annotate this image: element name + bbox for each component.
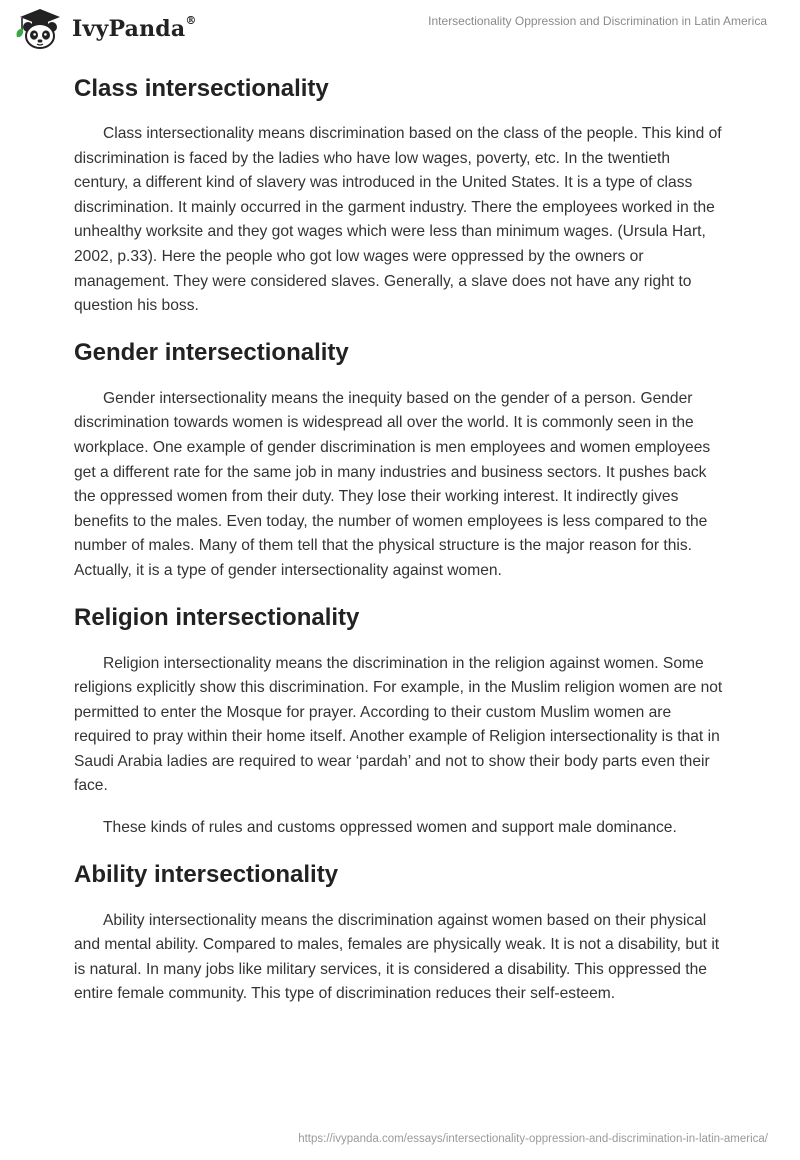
panda-graduate-icon (14, 7, 66, 51)
section-heading: Religion intersectionality (74, 603, 360, 631)
section-paragraph: Religion intersectionality means the discrimination in the religion against women. Some religions explicitly show this discrimination. For example, in the Muslim religion women are not permitted to enter the Mosque for prayer. According to their custom Muslim women are required to pray within their home itself. Another example of Religion intersectionality is that in Saudi Arabia ladies are required to wear ‘pardah’ and not to show their body parts even their face. (74, 654, 723, 795)
section-paragraph: Gender intersectionality means the inequity based on the gender of a person. Gender discrimination towards women is widespread all over the world. It is commonly seen in the workplace. One example of gender discrimination is men employees and women employees get a different rate for the same job in many industries and business sectors. It pushes back the oppressed women from their duty. They lose their working interest. It indirectly gives benefits to the males. Even today, the number of women employees is less compared to the number of males. Many of them tell that the physical structure is the major reason for this. Actually, it is a type of gender intersectionality against women. (74, 389, 711, 579)
section-ability-intersectionality (74, 858, 726, 1007)
source-url-link[interactable]: https://ivypanda.com/essays/intersectionality-oppression-and-discrimination-in-latin-america/ (298, 1133, 768, 1145)
ivypanda-logo-link[interactable] (14, 7, 197, 51)
section-paragraph: These kinds of rules and customs oppressed women and support male dominance. (103, 819, 677, 837)
logo-text: IvyPanda (72, 16, 186, 42)
section-heading: Class intersectionality (74, 75, 329, 102)
section-heading: Gender intersectionality (74, 338, 349, 366)
registered-mark: ® (185, 14, 197, 27)
section-class-intersectionality (74, 72, 726, 319)
section-paragraph: Ability intersectionality means the discrimination against women based on their physical and mental ability. Compared to males, females are physically weak. It is not a disability, but it is natural. In many jobs like military services, it is considered a disability. This oppressed the entire female community. This type of discrimination reduces their self-esteem. (74, 911, 720, 1003)
essay-content (74, 71, 726, 1007)
page-header (0, 0, 800, 60)
section-religion-intersectionality (74, 601, 726, 841)
section-gender-intersectionality (74, 336, 726, 584)
logo-wordmark (72, 16, 197, 42)
section-heading: Ability intersectionality (74, 860, 339, 888)
document-title: Intersectionality Oppression and Discrimination in Latin America (428, 14, 767, 28)
section-paragraph: Class intersectionality means discrimination based on the class of the people. This kind of discrimination is faced by the ladies who have low wages, poverty, etc. In the twentieth century, a different kind of slavery was introduced in the United States. It is a type of class discrimination. It mainly occurred in the garment industry. There the employees worked in the unhealthy worksite and they got wages which were less than minimum wages. (Ursula Hart, 2002, p.33). Here the people who got low wages were oppressed by the owners or management. They were considered slaves. Generally, a slave does not have any right to question his boss. (74, 125, 722, 315)
